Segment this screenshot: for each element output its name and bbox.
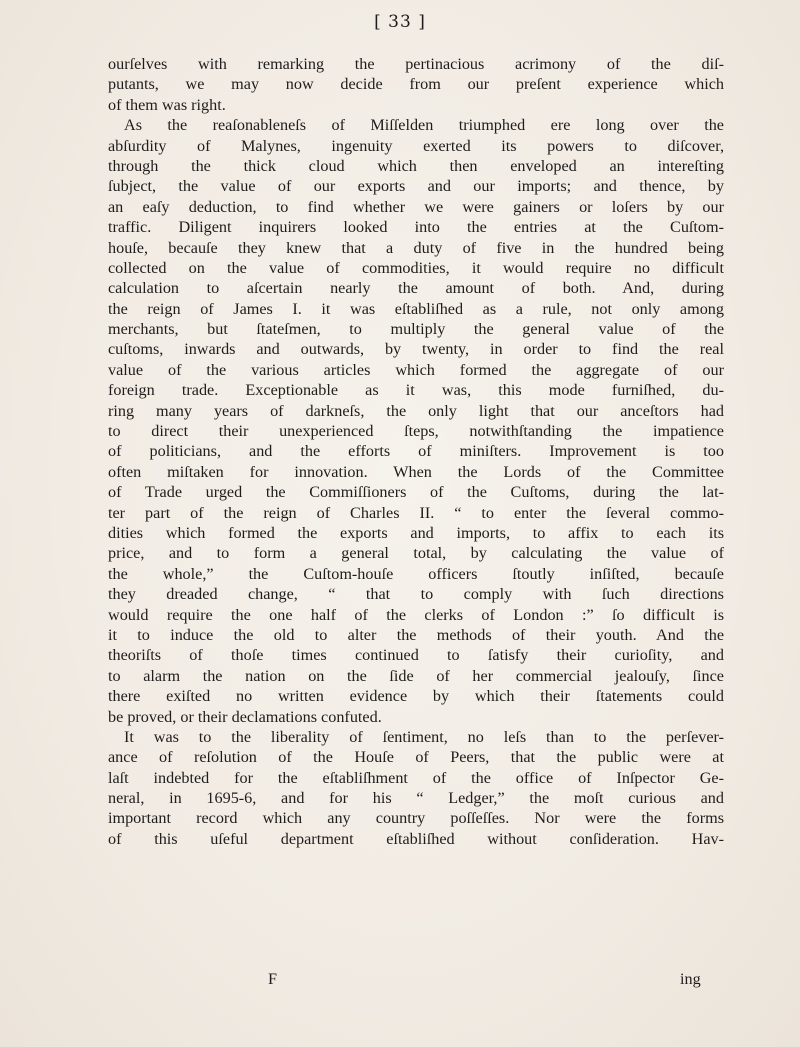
text-line: important record which any country poſſeſſes. Nor were the forms (108, 809, 724, 828)
text-line: of Trade urged the Commiſſioners of the Cuſtoms, during the lat- (108, 483, 724, 502)
text-line: an eaſy deduction, to find whether we were gainers or loſers by our (108, 197, 724, 216)
text-line: abſurdity of Malynes, ingenuity exerted its powers to diſcover, (108, 136, 724, 155)
text-line: the whole,” the Cuſtom-houſe officers ſtoutly inſiſted, becauſe (108, 564, 724, 583)
text-line: ring many years of darkneſs, the only light that our anceſtors had (108, 401, 724, 420)
text-line: ance of reſolution of the Houſe of Peers, that the public were at (108, 748, 724, 767)
body-text (108, 54, 724, 849)
text-line: often miſtaken for innovation. When the Lords of the Committee (108, 462, 724, 481)
text-line: ter part of the reign of Charles II. “ to enter the ſeveral commo- (108, 503, 724, 522)
text-line: ſubject, the value of our exports and our imports; and thence, by (108, 177, 724, 196)
text-line: would require the one half of the clerks of London :” ſo difficult is (108, 605, 724, 624)
text-line: foreign trade. Exceptionable as it was, this mode furniſhed, du- (108, 381, 724, 400)
text-line: laſt indebted for the eſtabliſhment of the office of Inſpector Ge- (108, 768, 724, 787)
catchword: ing (680, 970, 701, 988)
text-line: theoriſts of thoſe times continued to ſatisfy their curioſity, and (108, 646, 724, 665)
text-line: they dreaded change, “ that to comply with ſuch directions (108, 585, 724, 604)
text-line: it to induce the old to alter the methods of their youth. And the (108, 625, 724, 644)
text-line: of them was right. (108, 95, 226, 114)
text-line: to direct their unexperienced ſteps, notwithſtanding the impatience (108, 422, 724, 441)
signature-mark: F (268, 970, 278, 988)
text-line: ourſelves with remarking the pertinacious acrimony of the diſ- (108, 55, 724, 73)
text-line: putants, we may now decide from our preſent experience which (108, 75, 724, 94)
text-line: traffic. Diligent inquirers looked into the entries at the Cuſtom- (108, 218, 724, 237)
text-line: of this uſeful department eſtabliſhed without conſideration. Hav- (108, 829, 724, 848)
text-line: houſe, becauſe they knew that a duty of five in the hundred being (108, 238, 724, 257)
text-line: As the reaſonableneſs of Miſſelden triumphed ere long over the (124, 116, 724, 135)
text-line: dities which formed the exports and imports, to affix to each its (108, 523, 724, 542)
text-line: It was to the liberality of ſentiment, no leſs than to the perſever- (124, 727, 724, 746)
text-line: cuſtoms, inwards and outwards, by twenty, in order to find the real (108, 340, 724, 359)
text-line: merchants, but ſtateſmen, to multiply the general value of the (108, 320, 724, 339)
text-line: the reign of James I. it was eſtabliſhed as a rule, not only among (108, 299, 724, 318)
page-number: [ 33 ] (374, 12, 426, 32)
text-line: of politicians, and the efforts of miniſters. Improvement is too (108, 442, 724, 461)
text-line: neral, in 1695-6, and for his “ Ledger,” the moſt curious and (108, 789, 724, 808)
text-line: be proved, or their declamations confuted. (108, 707, 382, 726)
text-line: collected on the value of commodities, it would require no difficult (108, 258, 724, 277)
text-line: there exiſted no written evidence by which their ſtatements could (108, 687, 724, 706)
text-line: price, and to form a general total, by calculating the value of (108, 544, 724, 563)
page-footer (0, 970, 800, 992)
text-line: through the thick cloud which then enveloped an intereſting (108, 156, 724, 175)
text-line: to alarm the nation on the ſide of her commercial jealouſy, ſince (108, 666, 724, 685)
text-line: value of the various articles which formed the aggregate of our (108, 360, 724, 379)
text-line: calculation to aſcertain nearly the amount of both. And, during (108, 279, 724, 298)
